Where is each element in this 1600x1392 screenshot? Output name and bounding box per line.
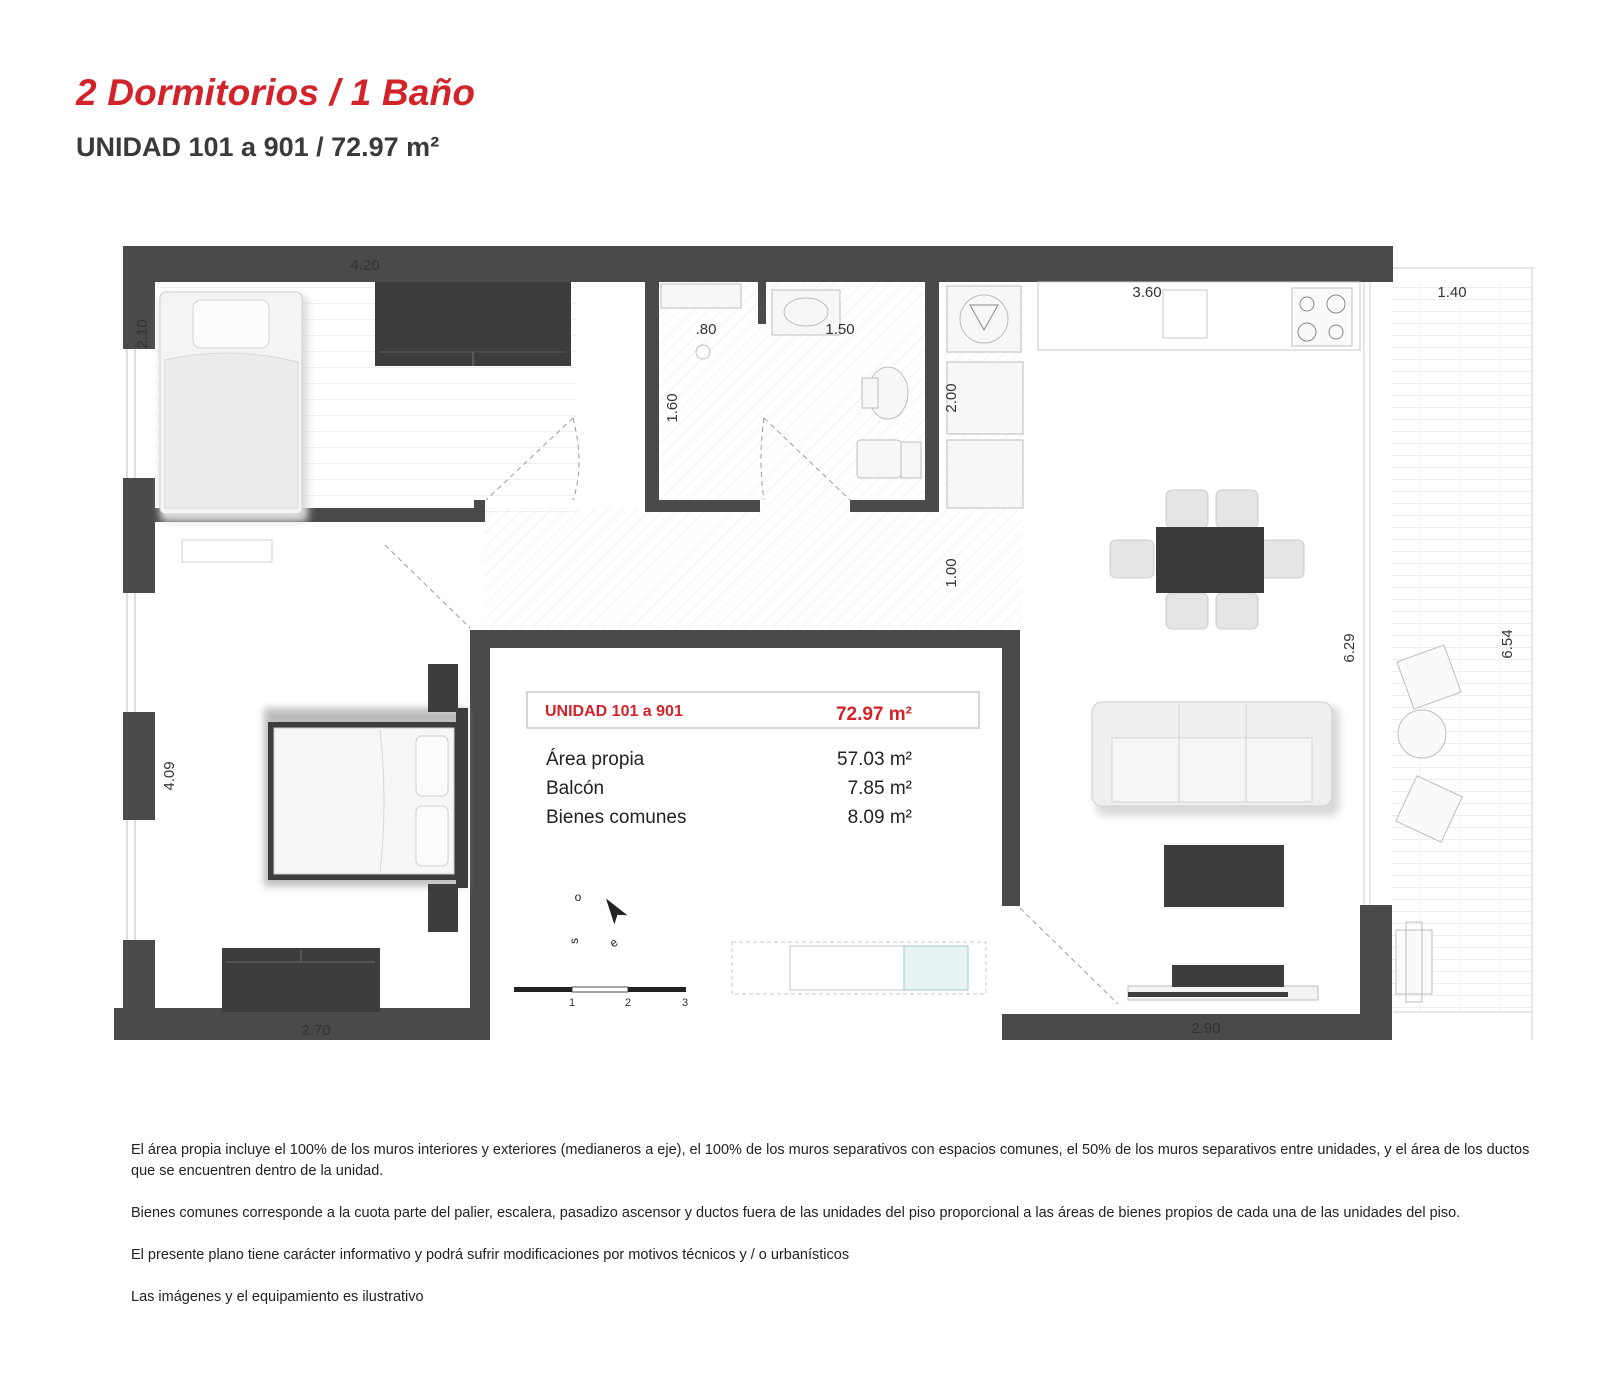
dim-bedroom2-depth: 4.09 bbox=[161, 761, 178, 791]
dim-bedroom1-depth: 2.10 bbox=[134, 319, 151, 349]
coffee-table bbox=[1164, 845, 1284, 907]
scale-bar bbox=[514, 987, 688, 1009]
dim-hallway-width: 1.00 bbox=[943, 558, 960, 588]
sofa bbox=[1092, 702, 1340, 816]
area-row-value: 8.09 m² bbox=[847, 807, 912, 828]
compass-west-label: o bbox=[574, 890, 582, 904]
dim-bedroom2-width: 2.70 bbox=[301, 1022, 331, 1039]
scale-tick: 1 bbox=[568, 997, 576, 1009]
dining-table bbox=[1110, 490, 1304, 629]
plan-title: 2 Dormitorios / 1 Baño bbox=[76, 72, 476, 113]
area-table bbox=[527, 692, 979, 828]
desk-1 bbox=[182, 540, 272, 562]
single-bed bbox=[160, 292, 308, 522]
dim-bathroom-width: 1.50 bbox=[825, 321, 855, 338]
compass bbox=[567, 890, 627, 950]
area-row-value: 57.03 m² bbox=[837, 749, 912, 770]
windows bbox=[127, 349, 135, 940]
dim-living-width: 2.90 bbox=[1191, 1020, 1221, 1037]
dim-laundry-depth: 2.00 bbox=[943, 383, 960, 413]
note-area-propia: El área propia incluye el 100% de los muros interiores y exteriores (medianeros a eje), el 100% de los muros separativos con espacios comunes, el 50% de los muros separativos entre unidades, y el área de los ductos que se encuentren dentro de la unidad. bbox=[131, 1142, 1530, 1179]
compass-south-label: s bbox=[567, 938, 581, 944]
dim-bedroom1-width: 4.20 bbox=[350, 257, 380, 274]
area-row-value: 7.85 m² bbox=[847, 778, 912, 799]
area-table-unit: UNIDAD 101 a 901 bbox=[545, 703, 683, 720]
note-bienes-comunes: Bienes comunes corresponde a la cuota parte del palier, escalera, pasadizo ascensor y ductos fuera de las unidades del piso proporcional a las áreas de bienes propios de cada una de las unidades del piso. bbox=[131, 1205, 1461, 1221]
tv-console bbox=[1128, 965, 1318, 1000]
double-bed bbox=[264, 664, 468, 932]
wardrobe-1 bbox=[375, 282, 571, 366]
area-row-label: Bienes comunes bbox=[546, 807, 687, 828]
entry-cabinet bbox=[790, 946, 968, 990]
area-table-total: 72.97 m² bbox=[835, 704, 912, 725]
dim-balcony-width: 1.40 bbox=[1437, 284, 1467, 301]
dim-kitchen-width: 3.60 bbox=[1132, 284, 1162, 301]
area-row-label: Área propia bbox=[546, 749, 645, 770]
scale-tick: 2 bbox=[624, 997, 632, 1009]
area-row-label: Balcón bbox=[546, 778, 605, 799]
wardrobe-2 bbox=[222, 948, 380, 1012]
dim-shower-width: .80 bbox=[695, 321, 717, 338]
compass-east-label: e bbox=[606, 935, 621, 951]
dim-balcony-depth: 6.54 bbox=[1499, 629, 1516, 659]
plan-notes bbox=[131, 1140, 1551, 1329]
scale-tick: 3 bbox=[681, 997, 689, 1009]
note-disclaimer: El presente plano tiene carácter informativo y podrá sufrir modificaciones por motivos técnicos y / o urbanísticos bbox=[131, 1247, 850, 1263]
dim-living-depth: 6.29 bbox=[1341, 633, 1358, 663]
kitchen-counter bbox=[1038, 282, 1360, 350]
dim-bathroom-depth: 1.60 bbox=[664, 393, 681, 423]
plan-subtitle: UNIDAD 101 a 901 / 72.97 m² bbox=[76, 132, 440, 162]
note-illustrative: Las imágenes y el equipamiento es ilustrativo bbox=[131, 1289, 424, 1305]
